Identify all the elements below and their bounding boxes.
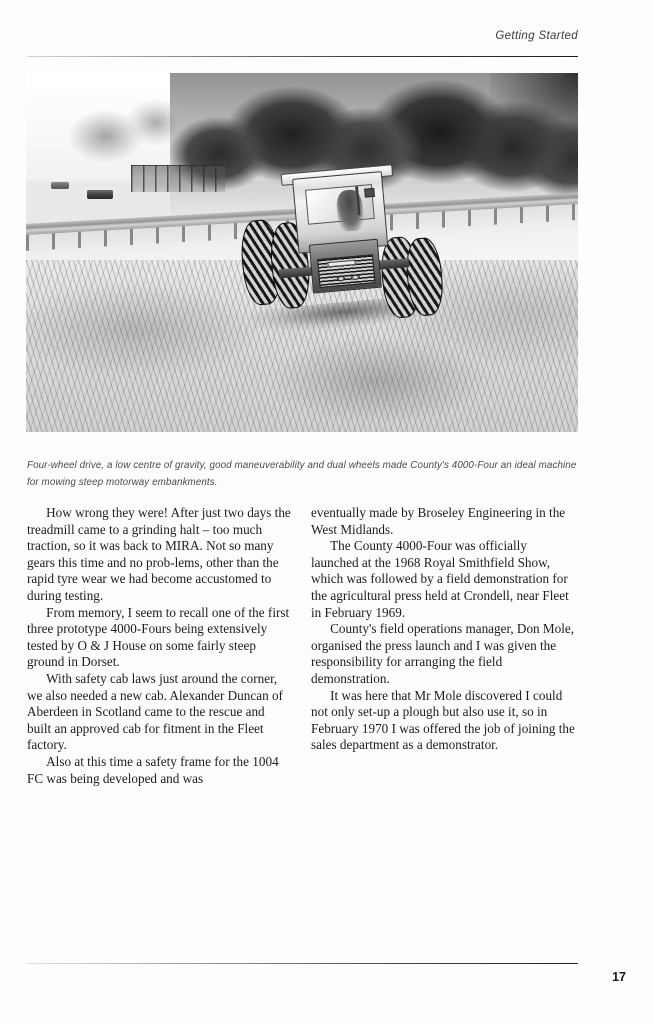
photo-fence [131, 165, 225, 193]
paragraph: eventually made by Broseley Engineering in the West Midlands. [311, 505, 566, 537]
paragraph: With safety cab laws just around the corner, we also needed a new cab. Alexander Duncan of Aberdeen in Scotland came to the rescue and built an approved cab for fitment in the Fleet factory. [27, 670, 283, 753]
photo-distant-vehicle [51, 182, 69, 189]
figure-photograph [26, 73, 578, 432]
running-header-title: Getting Started [495, 30, 578, 42]
body-column-left [27, 505, 291, 787]
paragraph: From memory, I seem to recall one of the first three prototype 4000-Fours being extensively tested by O & J House on some fairly steep ground in Dorset. [27, 604, 290, 670]
footer-divider-rule [27, 963, 578, 964]
photo-distant-vehicle [87, 190, 113, 199]
running-header [27, 30, 578, 60]
figure-caption: Four-wheel drive, a low centre of gravity, good maneuverability and dual wheels made County's 4000-Four an ideal machine for mowing steep motorway embankments. [27, 460, 577, 488]
paragraph: Also at this time a safety frame for the 1004 FC was being developed and was [27, 753, 279, 786]
paragraph: The County 4000-Four was officially launched at the 1968 Royal Smithfield Show, which was followed by a field demonstration for the agricultural press held at Crondell, near Fleet in February 1969. [311, 538, 569, 620]
paragraph: How wrong they were! After just two days the treadmill came to a grinding halt – too much traction, so it was back to MIRA. Not so many gears this time and no prob-lems, other than the rapid tyre wear we had become accustomed to during testing. [27, 505, 291, 603]
paragraph: County's field operations manager, Don Mole, organised the press launch and I was given the responsibility for arranging the field demonstration. [311, 621, 575, 686]
tractor-embankment-photo [26, 73, 578, 432]
photo-tractor [246, 159, 436, 332]
photo-distant-trees [48, 80, 192, 173]
body-column-right [311, 505, 575, 754]
tractor-bonnet [309, 239, 382, 294]
paragraph: It was here that Mr Mole discovered I could not only set-up a plough but also use it, so in February 1970 I was offered the job of joining the sales department as a demonstrator. [311, 687, 575, 753]
tractor-mirror [364, 188, 375, 197]
photo-dark-corner [490, 73, 578, 166]
page-number: 17 [612, 970, 626, 984]
header-divider-rule [27, 56, 578, 57]
